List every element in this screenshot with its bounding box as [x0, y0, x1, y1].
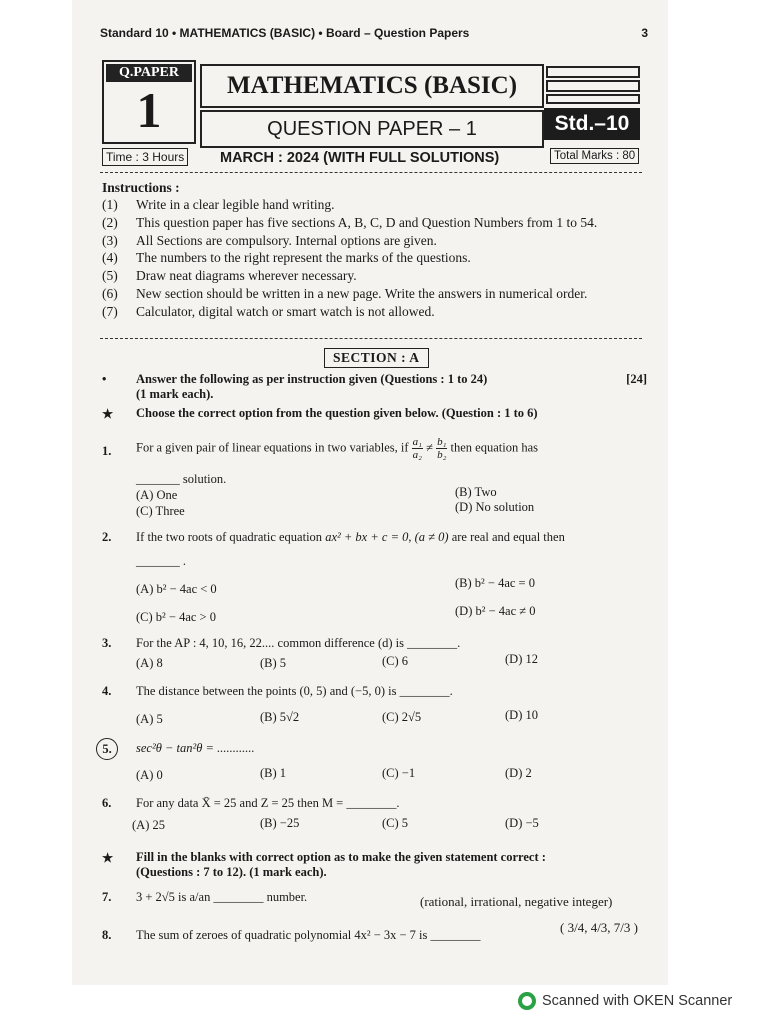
footer-text: Scanned with OKEN Scanner	[542, 993, 733, 1009]
fill-instruction	[102, 850, 647, 884]
scanner-logo-icon	[518, 992, 536, 1010]
instructions	[102, 180, 642, 321]
total-marks: Total Marks : 80	[550, 148, 639, 164]
instruction-line: (1 mark each).	[136, 387, 214, 401]
page-number: 3	[641, 26, 648, 40]
item-text: Calculator, digital watch or smart watch is not allowed.	[136, 303, 435, 319]
option: (D) −5	[505, 816, 539, 830]
question-text-part: then equation has	[450, 440, 539, 455]
question-text: For any data X̄ = 25 and Z = 25 then M = ________.	[136, 796, 400, 810]
circled-question-number: 5.	[96, 738, 118, 760]
option: (D) 10	[505, 708, 538, 722]
option: (D) No solution	[455, 500, 535, 514]
answer-choices: ( 3/4, 4/3, 7/3 )	[560, 920, 638, 935]
star-icon: ★	[102, 851, 114, 865]
item-text: All Sections are compulsory. Internal options are given.	[136, 232, 437, 248]
option: (D) b² − 4ac ≠ 0	[455, 604, 536, 618]
option: (C) Three	[136, 504, 185, 518]
instruction-line: Answer the following as per instruction given (Questions : 1 to 24)	[136, 372, 488, 386]
fraction: $\frac{\text{a₁}}{\text{a₂}}$	[412, 436, 422, 461]
instruction-item	[102, 249, 642, 267]
question-paper-page	[72, 0, 668, 985]
instruction-item	[102, 214, 642, 232]
option: (D) 2	[505, 766, 532, 780]
question-4	[102, 684, 647, 730]
question-5	[102, 738, 647, 784]
instruction-item	[102, 196, 642, 214]
question-text: The distance between the points (0, 5) and (−5, 0) is ________.	[136, 684, 453, 698]
item-text: This question paper has five sections A, B, C, D and Question Numbers from 1 to 54.	[136, 214, 598, 230]
fraction: $\frac{\text{b₁}}{\text{b₂}}$	[437, 436, 447, 461]
item-number: (5)	[102, 268, 118, 284]
question-number: 3.	[102, 636, 112, 650]
decorative-box	[546, 66, 640, 78]
option: (A) One	[136, 488, 178, 502]
question-text: For the AP : 4, 10, 16, 22.... common difference (d) is ________.	[136, 636, 461, 650]
instruction-item	[102, 303, 642, 321]
option: (C) b² − 4ac > 0	[136, 610, 216, 624]
instruction-item	[102, 285, 642, 303]
header-text: Standard 10 • MATHEMATICS (BASIC) • Board – Question Papers	[100, 26, 470, 40]
option: (A) 0	[136, 768, 163, 782]
fill-instruction-text	[136, 850, 647, 880]
paper-name: QUESTION PAPER – 1	[200, 110, 544, 148]
decorative-box	[546, 94, 640, 104]
question-number: 2.	[102, 530, 112, 544]
option: (C) 2√5	[382, 710, 422, 724]
answer-choices: (rational, irrational, negative integer)	[420, 894, 613, 909]
option: (A) b² − 4ac < 0	[136, 582, 217, 596]
subject-title: MATHEMATICS (BASIC)	[200, 64, 544, 108]
paper-badge-label: Q.PAPER	[106, 64, 192, 82]
question-2	[102, 530, 647, 630]
decorative-box	[546, 80, 640, 92]
question-text: sec²θ − tan²θ = ............	[136, 741, 255, 755]
option: (A) 5	[136, 712, 163, 726]
std-badge: Std.–10	[544, 108, 640, 140]
item-number: (2)	[102, 214, 118, 230]
question-blank: _______ solution.	[136, 472, 227, 486]
option: (C) 5	[382, 816, 409, 830]
item-number: (7)	[102, 303, 118, 319]
item-text: Write in a clear legible hand writing.	[136, 197, 335, 212]
item-number: (4)	[102, 250, 118, 266]
option: (A) 25	[132, 818, 165, 832]
scanner-footer	[518, 992, 732, 1010]
option: (C) −1	[382, 766, 416, 780]
question-number: 4.	[102, 684, 112, 698]
question-number: 7.	[102, 890, 112, 904]
paper-badge-number: 1	[136, 82, 162, 138]
question-3	[102, 636, 647, 676]
question-text: 3 + 2√5 is a/an ________ number.	[136, 890, 308, 904]
instruction-line: Fill in the blanks with correct option as to make the given statement correct :	[136, 850, 546, 864]
question-text-part: For a given pair of linear equations in two variables, if	[136, 440, 409, 455]
question-number: 8.	[102, 928, 112, 942]
star-icon: ★	[102, 407, 114, 421]
section-instruction-text	[136, 372, 647, 402]
running-header	[100, 26, 648, 40]
question-7	[102, 890, 647, 912]
option: (B) 5√2	[260, 710, 300, 724]
instruction-line: (Questions : 7 to 12). (1 mark each).	[136, 865, 327, 879]
section-heading: SECTION : A	[324, 348, 429, 368]
divider	[100, 172, 642, 173]
item-text: The numbers to the right represent the marks of the questions.	[136, 250, 471, 266]
item-number: (3)	[102, 232, 118, 248]
item-number: (1)	[102, 197, 118, 212]
instructions-title: Instructions :	[102, 180, 180, 195]
question-text: The sum of zeroes of quadratic polynomial 4x² − 3x − 7 is ________	[136, 928, 481, 942]
paper-badge	[102, 60, 196, 144]
question-6	[102, 796, 647, 836]
item-text: Draw neat diagrams wherever necessary.	[136, 268, 357, 284]
exam-label: MARCH : 2024 (WITH FULL SOLUTIONS)	[220, 150, 500, 166]
section-marks: [24]	[626, 372, 647, 386]
option: (C) 6	[382, 654, 409, 668]
instruction-line: Choose the correct option from the question given below. (Question : 1 to 6)	[136, 406, 538, 420]
time-label: Time : 3 Hours	[102, 148, 188, 166]
divider	[100, 338, 642, 339]
option: (B) b² − 4ac = 0	[455, 576, 535, 590]
question-number: 6.	[102, 796, 112, 810]
question-text	[136, 530, 647, 545]
option: (A) 8	[136, 656, 163, 670]
question-text-part: If the two roots of quadratic equation	[136, 530, 323, 544]
option: (B) 1	[260, 766, 287, 780]
question-text-part: are real and equal then	[451, 530, 565, 544]
question-text: For a given pair of linear equations in two variables, if $\frac{\text{a₁}}{\text{a₂}}$ ≠ $\frac{\text{b₁}}{\text{b₂}}$ then equation has	[136, 436, 539, 461]
item-number: (6)	[102, 285, 118, 301]
question-blank: _______ .	[136, 554, 186, 568]
option: (B) Two	[455, 485, 497, 499]
bullet-icon: •	[102, 372, 107, 386]
option: (D) 12	[505, 652, 538, 666]
question-1	[102, 436, 647, 526]
question-number: 1.	[102, 444, 112, 458]
equation: ax² + bx + c = 0, (a ≠ 0)	[325, 530, 449, 544]
instruction-item	[102, 232, 642, 250]
instruction-item	[102, 267, 642, 285]
item-text: New section should be written in a new page. Write the answers in numerical order.	[136, 285, 588, 301]
option: (B) −25	[260, 816, 300, 830]
option: (B) 5	[260, 656, 287, 670]
